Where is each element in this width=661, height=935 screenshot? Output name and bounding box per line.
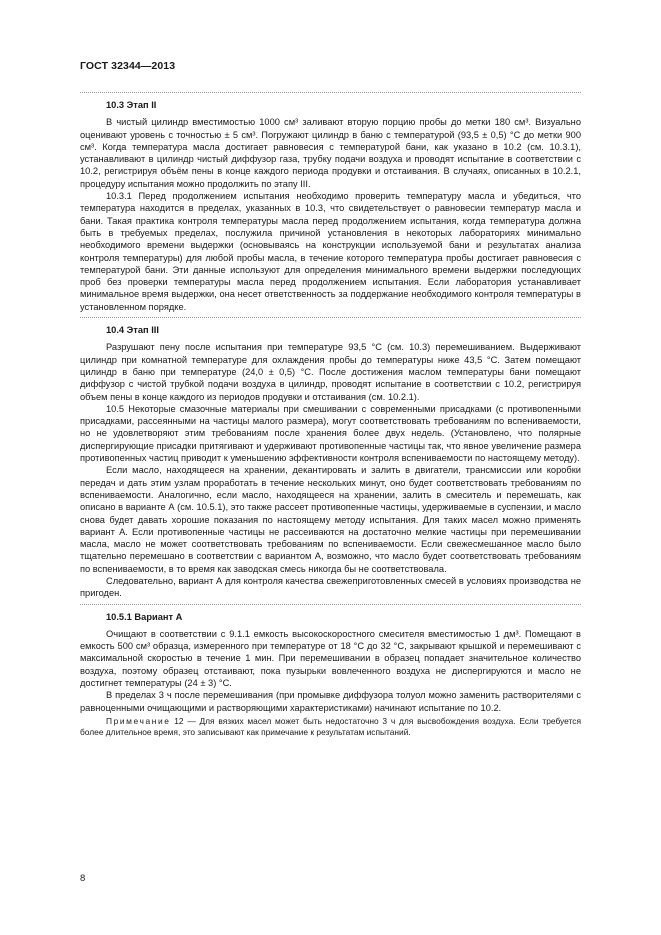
document-body [80,88,581,738]
paragraph: 10.3.1 Перед продолжением испытания необходимо проверить температуру масла и убедиться, что температура находится в пределах, указанных в 10.3, что свидетельствует о равновесии температур масла и бани. Такая практика контроля температуры масла перед продолжением испытания, когда температура должна быть в требуемых пределах, послужила причиной установления в некоторых лабораториях минимально необходимого времени выдержки (основываясь на конструкции используемой бани и результатах анализа контроля температуры) для любой пробы масла, в течение которого температура пробы достигает равновесия с температурой бани. Эти данные используют для определения минимального времени выдержки последующих проб без проверки температуры масла перед продолжением испытания. Если лаборатория устанавливает минимальное время выдержки, она несет ответственность за поддержание необходимого контроля температуры в установленном порядке. [80,191,581,312]
paragraph: 10.5 Некоторые смазочные материалы при смешивании с современными присадками (с противопенными присадками, рассеянными на частицы малого размера), могут соответствовать требованиям по вспениваемости, но не удовлетворяют этим требованиям после хранения более двух недель. (Установлено, что полярные диспергирующие присадки притягивают и удерживают противопенные частицы так, что явное увеличение размера противопенных частиц приводит к уменьшению эффективности контроля вспениваемости по настоящему методу). [80,403,581,464]
section-divider [80,92,581,93]
paragraph: В пределах 3 ч после перемешивания (при промывке диффузора толуол можно заменить растворителями с равноценными очищающими и растворяющими характеристиками) начинают испытание по 10.2. [80,690,581,713]
note [80,716,581,738]
paragraph: Очищают в соответствии с 9.1.1 емкость высокоскоростного смесителя вместимостью 1 дм³. Помещают в емкость 500 см³ образца, измеренного при температуре от 18 °С до 32 °С, закрывают крышкой и перемешивают с максимальной скоростью в течение 1 мин. При перемешивании в образец попадает значительное количество воздуха, поэтому образец отстаивают, пока пузырьки вовлеченного воздуха не диспергируются и масло не достигнет температуры (24 ± 3) °С. [80,628,581,689]
section-heading-10-3: 10.3 Этап II [106,100,157,110]
standard-designation: ГОСТ 32344—2013 [80,60,176,72]
paragraph: Разрушают пену после испытания при температуре 93,5 °С (см. 10.3) перемешиванием. Выдерживают цилиндр при комнатной температуре для охлаждения пробы до температуры ниже 43,5 °С. Затем помещают цилиндр в баню при температуре (24,0 ± 0,5) °С. После достижения маслом температуры бани помещают диффузор с чистой трубкой подачи воздуха в цилиндр, проводят испытание в соответствии с 10.2, регистрируя объем пены в конце каждого из периодов продувки и отстаивания (см. 10.2.1). [80,342,581,402]
section-heading-10-4: 10.4 Этап III [106,325,159,336]
page-number: 8 [80,873,86,884]
paragraph: В чистый цилиндр вместимостью 1000 см³ заливают вторую порцию пробы до метки 180 см³. Визуально оценивают уровень с точностью ± 5 см³. Погружают цилиндр в баню с температурой (93,5 ± 0,5) °С до метки 900 см³. Когда температура масла достигает равновесия с температурой бани, как указано в 10.2 (см. 10.3.1), устанавливают в цилиндр чистый диффузор газа, трубку подачи воздуха и проводят испытание в соответствии с 10.2, регистрируя объём пены в конце каждого периода продувки и отстаивания. В случаях, описанных в 10.2.1, процедуру испытания можно продолжить по этапу III. [80,117,581,189]
paragraph: Если масло, находящееся на хранении, декантировать и залить в двигатели, трансмиссии или коробки передач и дать этим узлам проработать в течение нескольких минут, оно будет соответствовать требованиям по вспениваемости. Аналогично, если масло, находящееся на хранении, залить в смеситель и перемешать, как описано в варианте А (см. 10.5.1), это также рассеет противопенные частицы, удерживаемые в суспензии, и масло снова будет давать хорошие показания по настоящему методу испытания. Для таких масел можно применять вариант А. Если противопенные частицы не рассеиваются на достаточно мелкие частицы при перемешивании масла, масло не может соответствовать требованиям по вспениваемости. Если свежесмешанное масло было тщательно перемешано в соответствии с вариантом А, возможно, что масло будет соответствовать требованиям по вспениваемости, в то время как заводская смесь никогда бы не соответствовала. [80,465,581,574]
paragraph: Следовательно, вариант А для контроля качества свежеприготовленных смесей в условиях производства не пригоден. [80,575,581,599]
note-text: 12 — Для вязких масел может быть недостаточно 3 ч для высвобождения воздуха. Если требуется более длительное время, это записывают как примечание к результатам испытаний. [80,715,581,738]
section-divider [80,317,581,318]
note-label: Примечание [106,715,171,726]
section-divider [80,604,581,605]
section-heading-10-5-1: 10.5.1 Вариант А [106,611,183,622]
